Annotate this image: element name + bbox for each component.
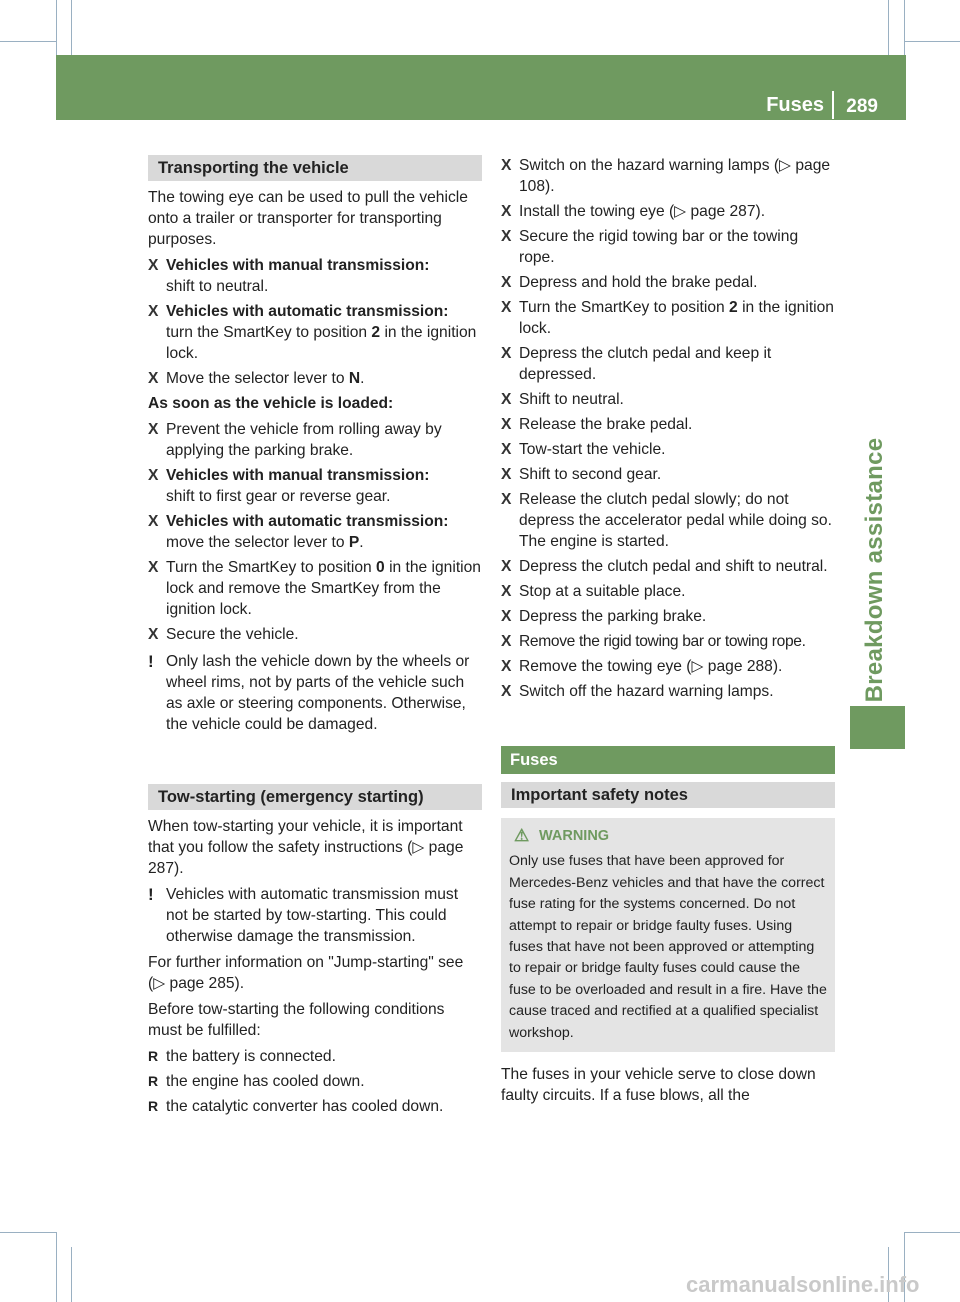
step-item [148, 557, 482, 620]
step-item: X Depress the clutch pedal and keep it depressed. [501, 343, 835, 385]
key-position: 2 [371, 324, 381, 341]
step-item [148, 511, 482, 553]
crop-mark [71, 1247, 72, 1302]
step-item: X Depress and hold the brake pedal. [501, 272, 835, 293]
step-item: X Tow-start the vehicle. [501, 439, 835, 460]
right-column [501, 155, 835, 1111]
step-text: turn the SmartKey to position [166, 324, 372, 341]
crop-mark [56, 1232, 57, 1302]
step-item: X Remove the towing eye (▷ page 288). [501, 656, 835, 677]
warning-heading [509, 826, 827, 847]
step-item [148, 301, 482, 364]
warning-title: WARNING [539, 828, 610, 844]
exclamation-icon: ! [148, 885, 154, 904]
step-item [148, 255, 482, 297]
step-condition: Vehicles with manual transmission: [166, 467, 430, 484]
step-item [501, 489, 835, 552]
list-item: R the engine has cooled down. [148, 1071, 482, 1092]
header-divider [832, 91, 834, 119]
chapter-side-label [845, 437, 905, 703]
warning-text: Only use fuses that have been approved for Mercedes-Benz vehicles and that have the correct fuse rating for the systems concerned. Do not attempt to repair or bridge faulty fuses. Using fuses that have not been approved or attempting to repair or bridge faulty fuses could cause the fuse to be overloaded and result in a fire. Have the cause traced and rectified at a qualified specialist workshop. [509, 853, 827, 1041]
step-item: X Secure the rigid towing bar or the towing rope. [501, 226, 835, 268]
page-header [56, 55, 906, 120]
key-position: 2 [729, 299, 738, 316]
step-text: Turn the SmartKey to position [519, 299, 730, 316]
warning-box [501, 818, 835, 1052]
section-heading-tow-starting: Tow-starting (emergency starting) [148, 784, 482, 810]
section-heading-fuses: Fuses [501, 746, 835, 774]
crop-mark [71, 0, 72, 55]
step-item [148, 624, 482, 645]
subsection-heading-safety: Important safety notes [501, 782, 835, 808]
transport-intro: The towing eye can be used to pull the vehicle onto a trailer or transporter for transporting purposes. [148, 189, 468, 248]
crop-mark [0, 41, 56, 42]
crop-mark [888, 0, 889, 55]
gear-position: N [348, 370, 361, 387]
step-condition: Vehicles with automatic transmission: [166, 513, 449, 530]
further-info: For further information on "Jump-starting" see (▷ page 285). [148, 954, 464, 992]
warning-triangle-icon: ⚠ [514, 826, 530, 845]
step-text: Release the clutch pedal slowly; do not depress the accelerator pedal while doing so. [519, 491, 832, 529]
step-text: in the ignition lock. [519, 299, 834, 337]
step-text: shift to neutral. [166, 278, 269, 295]
list-item: R the catalytic converter has cooled down. [148, 1096, 482, 1117]
conditions-intro: Before tow-starting the following conditions must be fulfilled: [148, 1001, 445, 1039]
step-text: in the ignition lock and remove the SmartKey from the ignition lock. [166, 559, 481, 618]
header-title: Fuses [766, 94, 824, 116]
tow-start-intro: When tow-starting your vehicle, it is important that you follow the safety instructions (▷ page 287). [148, 818, 464, 877]
step-item: X Depress the parking brake. [501, 606, 835, 627]
chapter-label-text: Breakdown assistance [861, 437, 888, 703]
step-item: X Shift to second gear. [501, 464, 835, 485]
fuses-intro: The fuses in your vehicle serve to close down faulty circuits. If a fuse blows, all the [501, 1066, 816, 1105]
crop-mark [0, 1232, 56, 1233]
key-position: 0 [376, 559, 385, 576]
left-column [148, 155, 482, 1121]
caution-note [148, 651, 482, 735]
step-item [148, 419, 482, 461]
gear-position: P [348, 534, 360, 551]
caution-note [148, 884, 482, 947]
step-item: X Switch off the hazard warning lamps. [501, 681, 835, 702]
chapter-tab [850, 706, 905, 749]
step-text: shift to first gear or reverse gear. [166, 488, 391, 505]
exclamation-icon: ! [148, 652, 154, 671]
step-text: Prevent the vehicle from rolling away by applying the parking brake. [166, 421, 442, 459]
step-item [148, 465, 482, 507]
list-item: R the battery is connected. [148, 1046, 482, 1067]
note-text: Vehicles with automatic transmission must not be started by tow-starting. This could otherwise damage the transmission. [166, 886, 459, 945]
step-text: Turn the SmartKey to position [166, 559, 377, 576]
step-item [501, 297, 835, 339]
step-item: X Depress the clutch pedal and shift to neutral. [501, 556, 835, 577]
crop-mark [905, 41, 960, 42]
page-number: 289 [846, 96, 878, 117]
step-item: X Install the towing eye (▷ page 287). [501, 201, 835, 222]
step-text: Secure the vehicle. [166, 626, 299, 643]
step-item: X Shift to neutral. [501, 389, 835, 410]
step-text: move the selector lever to [166, 534, 349, 551]
step-condition: Vehicles with manual transmission: [166, 257, 430, 274]
loaded-subheading: As soon as the vehicle is loaded: [148, 395, 394, 412]
crop-mark [904, 0, 905, 55]
step-item: X Stop at a suitable place. [501, 581, 835, 602]
step-text: Move the selector lever to [166, 370, 349, 387]
step-text: in the ignition lock. [166, 324, 477, 362]
step-condition: Vehicles with automatic transmission: [166, 303, 449, 320]
section-heading-transporting: Transporting the vehicle [148, 155, 482, 181]
step-text: . [360, 370, 365, 387]
step-item: X Release the brake pedal. [501, 414, 835, 435]
step-item: X Remove the rigid towing bar or towing rope. [501, 631, 835, 652]
crop-mark [56, 0, 57, 55]
step-item [148, 368, 482, 389]
note-text: Only lash the vehicle down by the wheels or wheel rims, not by parts of the vehicle such as axle or steering components. Otherwise, the vehicle could be damaged. [166, 653, 470, 733]
crop-mark [905, 1232, 960, 1233]
footer-watermark: carmanualsonline.info [686, 1272, 920, 1297]
step-text: . [359, 534, 364, 551]
step-result: The engine is started. [519, 533, 669, 550]
step-item: X Switch on the hazard warning lamps (▷ page 108). [501, 155, 835, 197]
